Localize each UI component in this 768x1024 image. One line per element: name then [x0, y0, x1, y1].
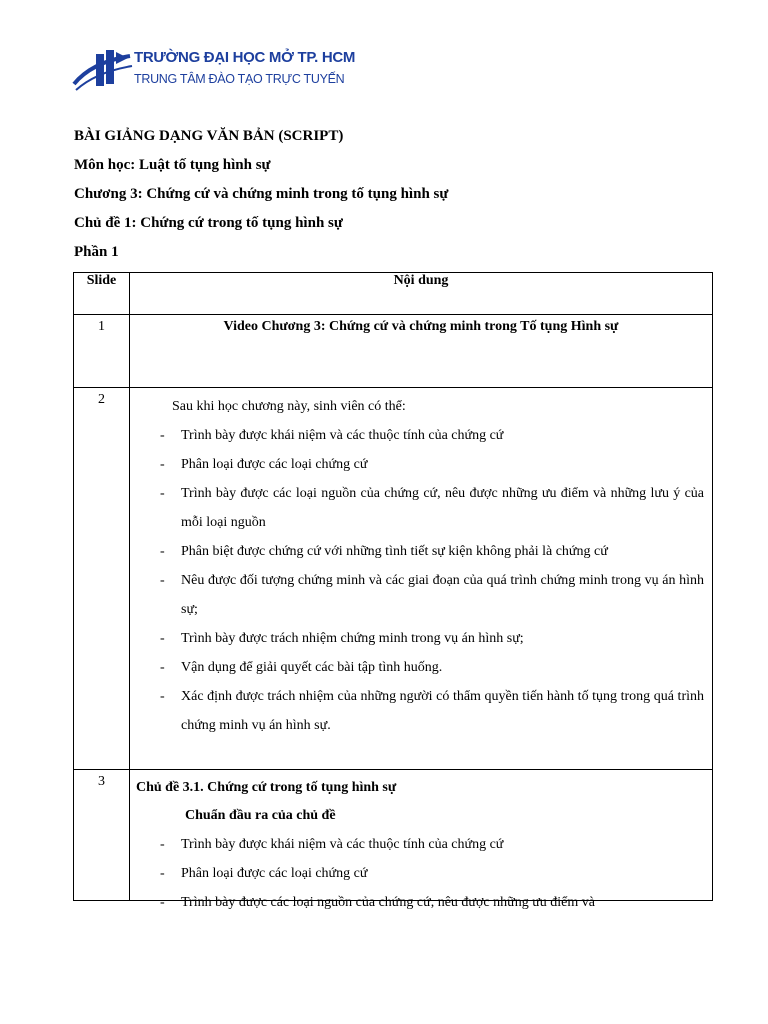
university-logo: [72, 44, 356, 96]
list-item: - Phân biệt được chứng cứ với những tình tiết sự kiện không phải là chứng cứ: [160, 544, 608, 559]
slide-number: 2: [74, 388, 130, 770]
chapter-line: Chương 3: Chứng cứ và chứng minh trong tố tụng hình sự: [74, 186, 449, 202]
table-header-row: [74, 273, 713, 315]
topic-subtitle: Chuẩn đầu ra của chủ đề: [185, 808, 336, 823]
table-row: [74, 388, 713, 770]
list-item: - Trình bày được khái niệm và các thuộc tính của chứng cứ: [160, 837, 504, 852]
subject-line: Môn học: Luật tố tụng hình sự: [74, 157, 271, 173]
part-line: Phần 1: [74, 244, 119, 260]
topic-title: Chủ đề 3.1. Chứng cứ trong tố tụng hình sự: [136, 780, 397, 795]
list-item: - Trình bày được các loại nguồn của chứng cứ, nêu được những ưu điểm và: [160, 895, 595, 910]
list-item: - Xác định được trách nhiệm của những người có thẩm quyền tiến hành tố tụng trong quá trình chứng minh vụ án hình sự.: [160, 689, 704, 733]
list-item: - Trình bày được khái niệm và các thuộc tính của chứng cứ: [160, 428, 504, 443]
row-content: [130, 770, 713, 910]
logo-university-name: TRƯỜNG ĐẠI HỌC MỞ TP. HCM: [134, 49, 356, 66]
list-item: - Trình bày được các loại nguồn của chứng cứ, nêu được những ưu điểm và những lưu ý của mỗi loại nguồn: [160, 486, 704, 530]
document-title: BÀI GIẢNG DẠNG VĂN BẢN (SCRIPT): [74, 128, 344, 144]
learning-outcomes-intro: Sau khi học chương này, sinh viên có thể:: [172, 399, 406, 414]
list-item: - Nêu được đối tượng chứng minh và các giai đoạn của quá trình chứng minh trong vụ án hình sự;: [160, 573, 704, 617]
list-item: - Vận dụng để giải quyết các bài tập tình huống.: [160, 660, 443, 675]
header-content: Nội dung: [130, 273, 713, 315]
table-row: [74, 770, 713, 901]
slide-number: 1: [74, 315, 130, 388]
list-item: - Phân loại được các loại chứng cứ: [160, 457, 368, 472]
list-item: - Trình bày được trách nhiệm chứng minh trong vụ án hình sự;: [160, 631, 524, 646]
header-slide: Slide: [74, 273, 130, 315]
row-content: [130, 315, 713, 388]
list-item: - Phân loại được các loại chứng cứ: [160, 866, 368, 881]
content-table: [73, 272, 713, 910]
topic-line: Chủ đề 1: Chứng cứ trong tố tụng hình sự: [74, 215, 343, 231]
logo-center-name: TRUNG TÂM ĐÀO TẠO TRỰC TUYẾN: [134, 72, 345, 86]
table-row: [74, 315, 713, 388]
row-content: [130, 388, 713, 770]
logo-emblem-icon: [72, 44, 134, 96]
topic-outcomes-list: [130, 830, 712, 917]
learning-outcomes-list: [130, 421, 712, 740]
video-title: Video Chương 3: Chứng cứ và chứng minh trong Tố tụng Hình sự: [223, 319, 619, 334]
slide-number: 3: [74, 770, 130, 901]
